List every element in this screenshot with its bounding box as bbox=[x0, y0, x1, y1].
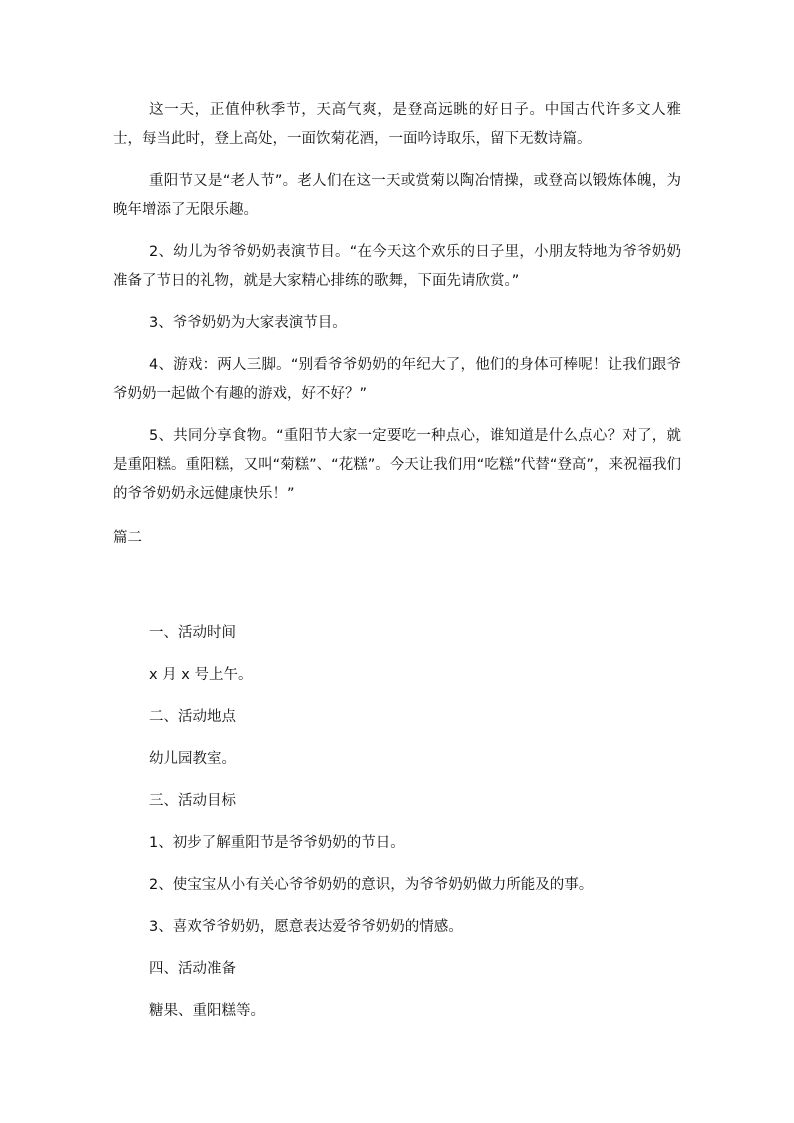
section-goal-2: 2、使宝宝从小有关心爷爷奶奶的意识，为爷爷奶奶做力所能及的事。 bbox=[149, 877, 594, 893]
document-body bbox=[113, 96, 681, 553]
paragraph-step-2: 2、幼儿为爷爷奶奶表演节目。“在今天这个欢乐的日子里，小朋友特地为爷爷奶奶准备了节日的礼物，就是大家精心排练的歌舞，下面先请欣赏。” bbox=[113, 244, 681, 289]
section-text-location: 幼儿园教室。 bbox=[149, 751, 236, 767]
section-goal-3: 3、喜欢爷爷奶奶，愿意表达爱爷爷奶奶的情感。 bbox=[149, 919, 463, 935]
paragraph-step-5: 5、共同分享食物。“重阳节大家一定要吃一种点心，谁知道是什么点心？对了，就是重阳糕。重阳糕，又叫“菊糕”、“花糕”。今天让我们用“吃糕”代替“登高”，来祝福我们的爷爷奶奶永远健康快乐！” bbox=[113, 428, 681, 502]
part-heading: 篇二 bbox=[113, 530, 142, 546]
section-text-time: x 月 x 号上午。 bbox=[149, 667, 253, 683]
section-heading-time: 一、活动时间 bbox=[149, 625, 236, 641]
paragraph-double-ninth-intro: 这一天，正值仲秋季节，天高气爽，是登高远眺的好日子。中国古代许多文人雅士，每当此时，登上高处，一面饮菊花酒，一面吟诗取乐，留下无数诗篇。 bbox=[113, 102, 681, 147]
paragraph-step-4: 4、游戏：两人三脚。“别看爷爷奶奶的年纪大了，他们的身体可棒呢！让我们跟爷爷奶奶一起做个有趣的游戏，好不好？” bbox=[113, 357, 681, 402]
section-text-preparation: 糖果、重阳糕等。 bbox=[149, 1003, 265, 1019]
section-goal-1: 1、初步了解重阳节是爷爷奶奶的节日。 bbox=[149, 835, 405, 851]
section-heading-goals: 三、活动目标 bbox=[149, 793, 236, 809]
paragraph-elders-day: 重阳节又是“老人节”。老人们在这一天或赏菊以陶冶情操，或登高以锻炼体魄，为晚年增添了无限乐趣。 bbox=[113, 173, 681, 218]
section-heading-preparation: 四、活动准备 bbox=[149, 961, 236, 977]
paragraph-step-3: 3、爷爷奶奶为大家表演节目。 bbox=[149, 315, 347, 331]
section-heading-location: 二、活动地点 bbox=[149, 709, 236, 725]
